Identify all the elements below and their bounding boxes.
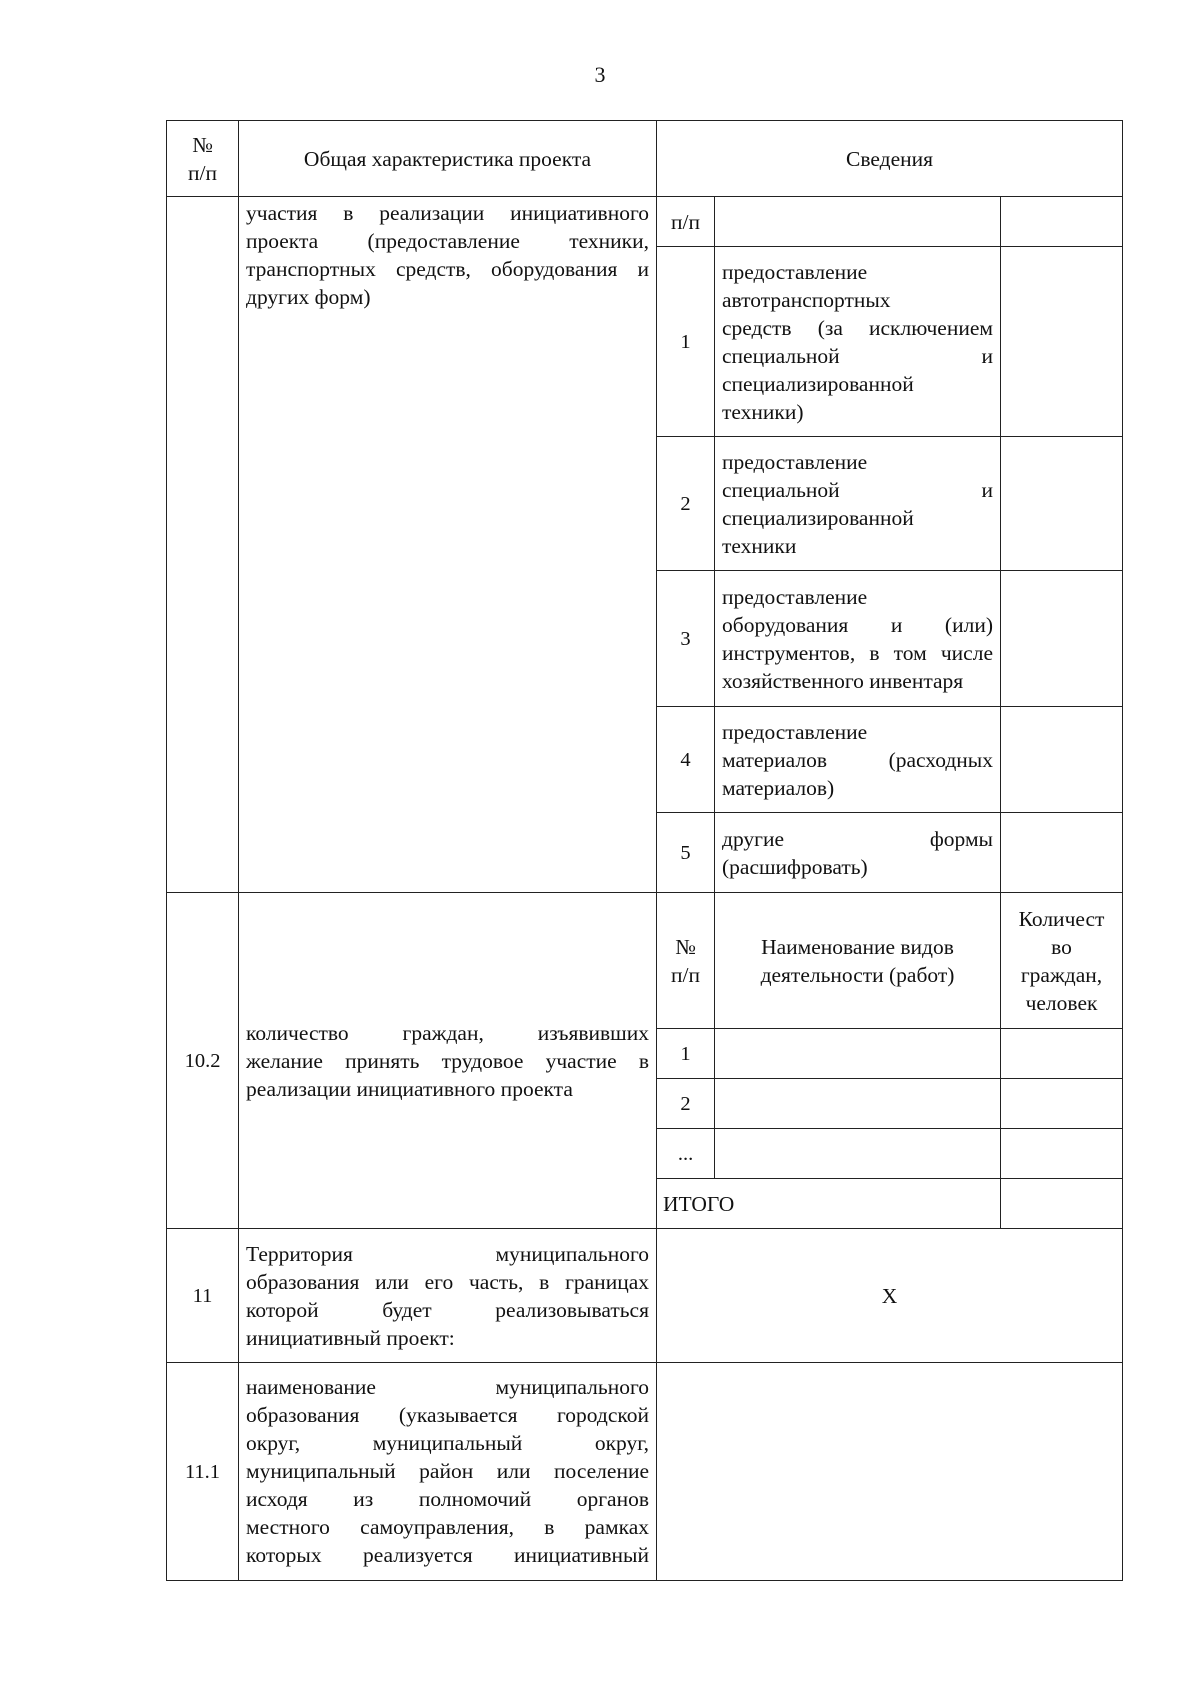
item-description: другие формы (расшифровать) <box>715 813 1001 893</box>
header-col-characteristic: Общая характеристика проекта <box>239 121 657 197</box>
item-value[interactable] <box>1001 247 1123 437</box>
page-number: 3 <box>594 62 606 87</box>
activity-number: 1 <box>657 1029 715 1079</box>
activity-name[interactable] <box>715 1129 1001 1179</box>
row-11-characteristic: Территория муниципального образования или его часть, в границах которой будет реализовываться инициативный проект: <box>239 1229 657 1363</box>
initiative-project-table <box>166 120 1123 1581</box>
item-value[interactable] <box>1001 813 1123 893</box>
item-number: 2 <box>657 437 715 571</box>
activity-number: 2 <box>657 1079 715 1129</box>
item-number: 1 <box>657 247 715 437</box>
sub-header-value <box>1001 197 1123 247</box>
item-description: предоставление оборудования и (или) инструментов, в том числе хозяйственного инвентаря <box>715 571 1001 707</box>
total-value[interactable] <box>1001 1179 1123 1229</box>
row-10-2-characteristic: количество граждан, изъявивших желание принять трудовое участие в реализации инициативного проекта <box>239 893 657 1229</box>
activity-name[interactable] <box>715 1029 1001 1079</box>
row-11-1-value[interactable] <box>657 1363 1123 1581</box>
sub-header-type <box>715 197 1001 247</box>
item-value[interactable] <box>1001 707 1123 813</box>
item-number: 3 <box>657 571 715 707</box>
row-10-2-number: 10.2 <box>167 893 239 1229</box>
sub-header-number: № п/п <box>657 893 715 1029</box>
table-header-row <box>167 121 1123 197</box>
item-description: предоставление автотранспортных средств (за исключением специальной и специализированной техники) <box>715 247 1001 437</box>
table-row <box>167 893 1123 1029</box>
sub-header-count: Количест во граждан, человек <box>1001 893 1123 1029</box>
activity-number: ... <box>657 1129 715 1179</box>
row-11-value: Х <box>657 1229 1123 1363</box>
item-number: 5 <box>657 813 715 893</box>
activity-count[interactable] <box>1001 1129 1123 1179</box>
row-10-1-number-cell <box>167 197 239 893</box>
item-number: 4 <box>657 707 715 813</box>
header-col-number: № п/п <box>167 121 239 197</box>
activity-count[interactable] <box>1001 1029 1123 1079</box>
table-row <box>167 1363 1123 1581</box>
row-11-number: 11 <box>167 1229 239 1363</box>
activity-name[interactable] <box>715 1079 1001 1129</box>
total-label: ИТОГО <box>657 1179 1001 1229</box>
table-row <box>167 1229 1123 1363</box>
item-description: предоставление материалов (расходных материалов) <box>715 707 1001 813</box>
activity-count[interactable] <box>1001 1079 1123 1129</box>
row-11-1-number: 11.1 <box>167 1363 239 1581</box>
table-row <box>167 197 1123 247</box>
sub-header-activity: Наименование видов деятельности (работ) <box>715 893 1001 1029</box>
item-description: предоставление специальной и специализированной техники <box>715 437 1001 571</box>
header-col-info: Сведения <box>657 121 1123 197</box>
item-value[interactable] <box>1001 571 1123 707</box>
row-11-1-characteristic: наименование муниципального образования (указывается городской округ, муниципальный округ, муниципальный район или поселение исходя из полномочий органов местного самоуправления, в рамках которых реализуется инициативный <box>239 1363 657 1581</box>
item-value[interactable] <box>1001 437 1123 571</box>
sub-header-number: п/п <box>657 197 715 247</box>
row-10-1-characteristic: участия в реализации инициативного проекта (предоставление техники, транспортных средств, оборудования и других форм) <box>239 197 657 893</box>
